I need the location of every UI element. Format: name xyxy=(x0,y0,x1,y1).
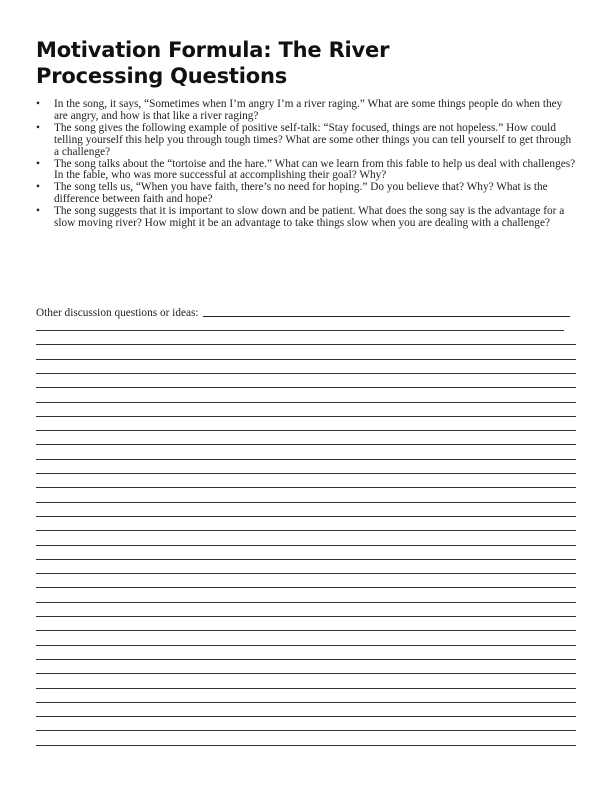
question-item xyxy=(36,123,576,159)
question-item xyxy=(36,206,576,230)
question-list xyxy=(36,99,576,230)
other-ideas-label: Other discussion questions or ideas: xyxy=(36,307,199,319)
answer-line[interactable] xyxy=(36,616,576,617)
question-text: The song tells us, “When you have faith, there’s no need for hoping.” Do you believe that? Why? What is the difference between faith and hope? xyxy=(54,181,548,206)
answer-line[interactable] xyxy=(36,459,576,460)
answer-line[interactable] xyxy=(36,545,576,546)
answer-line[interactable] xyxy=(36,344,576,345)
answer-line[interactable] xyxy=(36,430,576,431)
page-title xyxy=(36,37,556,89)
answer-line[interactable] xyxy=(36,444,576,445)
answer-line[interactable] xyxy=(36,559,576,560)
question-item xyxy=(36,99,576,123)
answer-line[interactable] xyxy=(203,316,570,317)
answer-line[interactable] xyxy=(36,745,576,746)
bullet: • xyxy=(36,98,40,110)
answer-line[interactable] xyxy=(36,402,576,403)
bullet: • xyxy=(36,157,40,170)
question-item xyxy=(36,182,576,206)
answer-line[interactable] xyxy=(36,716,576,717)
answer-line[interactable] xyxy=(36,688,576,689)
answer-line[interactable] xyxy=(36,587,576,588)
worksheet-page xyxy=(36,0,576,792)
answer-line[interactable] xyxy=(36,630,576,631)
answer-line[interactable] xyxy=(36,645,576,646)
title-line-1: Motivation Formula: The River xyxy=(36,38,390,62)
question-text: In the song, it says, “Sometimes when I’m angry I’m a river raging.” What are some things people do when they are angry, and how is that like a river raging? xyxy=(54,98,563,122)
answer-line[interactable] xyxy=(36,659,576,660)
other-ideas-row xyxy=(36,305,570,319)
answer-line[interactable] xyxy=(36,673,576,674)
answer-line[interactable] xyxy=(36,502,576,503)
answer-line[interactable] xyxy=(36,373,576,374)
question-text: The song suggests that it is important to slow down and be patient. What does the song say is the advantage for a slow moving river? How might it be an advantage to take things slow when you are dealing with a challenge? xyxy=(54,205,565,230)
question-item xyxy=(36,159,576,183)
answer-line[interactable] xyxy=(36,516,576,517)
bullet: • xyxy=(36,121,40,134)
answer-line[interactable] xyxy=(36,530,576,531)
title-line-2: Processing Questions xyxy=(36,64,288,88)
answer-line[interactable] xyxy=(36,573,576,574)
answer-line[interactable] xyxy=(36,702,576,703)
answer-line[interactable] xyxy=(36,487,576,488)
question-text: The song gives the following example of positive self-talk: “Stay focused, things are not hopeless.” How could telling yourself this help you through tough times? What are some other things you can tell yourself to get through a challenge? xyxy=(54,121,572,158)
answer-line[interactable] xyxy=(36,330,564,331)
bullet: • xyxy=(36,181,40,194)
answer-line[interactable] xyxy=(36,387,576,388)
answer-line[interactable] xyxy=(36,602,576,603)
answer-line[interactable] xyxy=(36,416,576,417)
question-text: The song talks about the “tortoise and the hare.” What can we learn from this fable to help us deal with challenges? In the fable, who was more successful at accomplishing their goal? Why? xyxy=(54,157,576,182)
bullet: • xyxy=(36,205,40,218)
answer-line[interactable] xyxy=(36,730,576,731)
answer-line[interactable] xyxy=(36,359,576,360)
answer-line[interactable] xyxy=(36,473,576,474)
